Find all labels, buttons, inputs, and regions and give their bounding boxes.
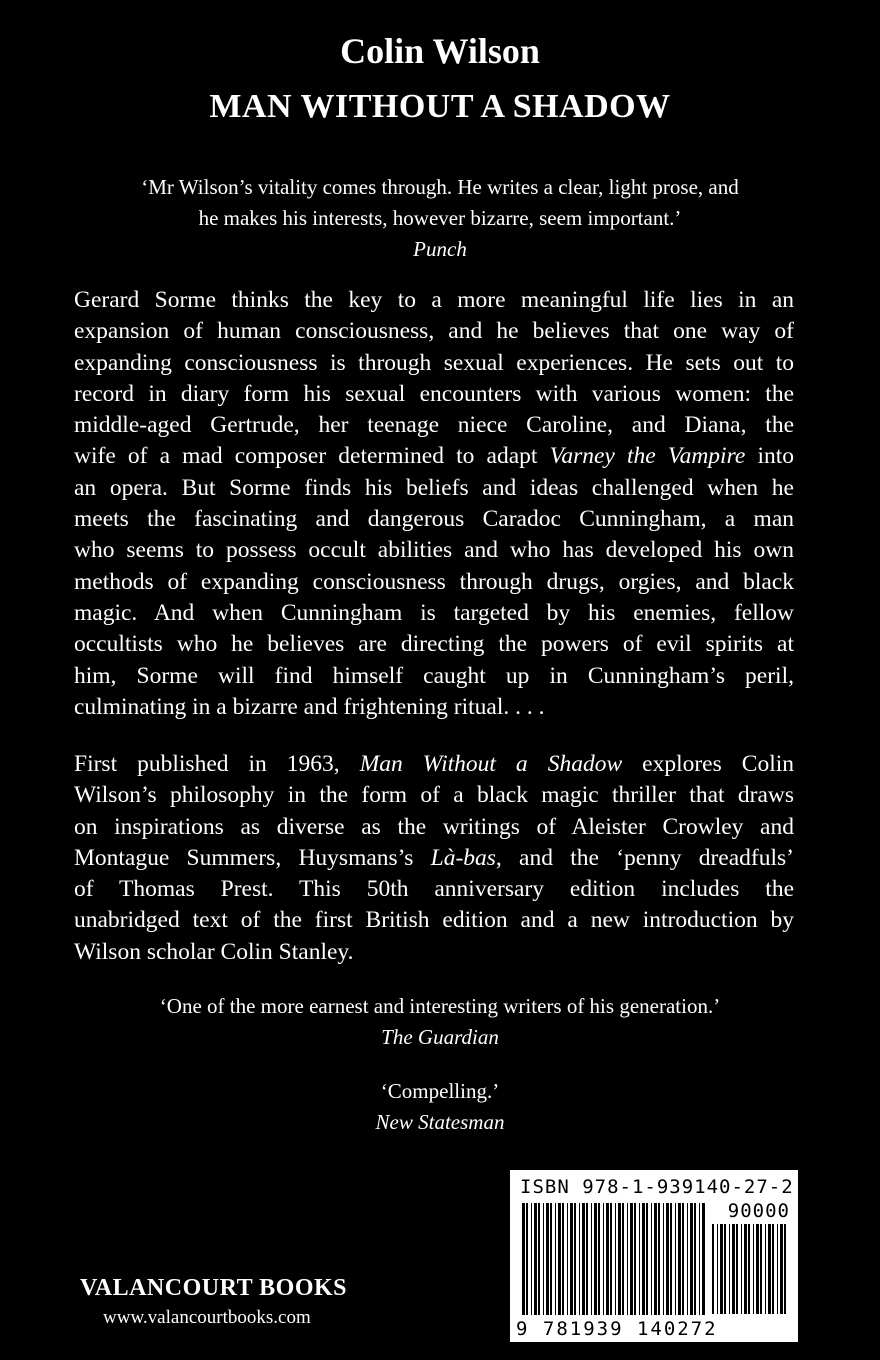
barcode-bar xyxy=(622,1203,624,1315)
barcode-bar xyxy=(546,1203,549,1315)
barcode-bar xyxy=(579,1203,580,1315)
barcode-bar xyxy=(610,1203,612,1315)
paragraph-line: him, Sorme will find himself caught up in Cunningham’s peril, xyxy=(74,662,794,689)
review-quote-guardian xyxy=(0,991,880,1053)
italic-title: Varney the Vampire xyxy=(549,443,746,470)
barcode-bar xyxy=(646,1203,648,1315)
isbn-label: ISBN 978-1-939140-27-2 xyxy=(520,1176,794,1198)
barcode-bar xyxy=(654,1203,657,1315)
author-name: Colin Wilson xyxy=(340,31,540,71)
price-code: 90000 xyxy=(727,1200,790,1222)
paragraph-line: on inspirations as diverse as the writings of Aleister Crowley and xyxy=(74,813,794,840)
paragraph-line: an opera. But Sorme finds his beliefs and ideas challenged when he xyxy=(74,474,794,501)
barcode-bar xyxy=(543,1203,544,1315)
barcode-bar xyxy=(555,1203,556,1315)
barcode-bar xyxy=(586,1203,588,1315)
quote-line: he makes his interests, however bizarre, seem important.’ xyxy=(198,206,682,230)
barcode-bar xyxy=(772,1224,774,1314)
publisher-name: VALANCOURT BOOKS xyxy=(80,1275,347,1301)
barcode-bar xyxy=(634,1203,636,1315)
quote-source: The Guardian xyxy=(381,1025,499,1049)
barcode-bar xyxy=(598,1203,600,1315)
barcode-bar xyxy=(687,1203,688,1315)
barcode-bar xyxy=(663,1203,664,1315)
barcode-bar xyxy=(627,1203,628,1315)
barcode-bar xyxy=(582,1203,585,1315)
description-paragraph-2 xyxy=(74,749,794,968)
quote-line: ‘One of the more earnest and interesting writers of his generation.’ xyxy=(159,994,721,1018)
book-title: MAN WITHOUT A SHADOW xyxy=(209,88,671,125)
barcode-bar xyxy=(574,1203,576,1315)
barcode-bar xyxy=(760,1224,762,1314)
barcode-bar xyxy=(712,1224,714,1314)
italic-title: Man Without a Shadow xyxy=(359,751,623,777)
barcode-bar xyxy=(784,1224,786,1314)
quote-source: New Statesman xyxy=(375,1110,505,1134)
paragraph-line: methods of expanding consciousness through drugs, orgies, and black xyxy=(74,568,794,595)
barcode-bar xyxy=(768,1224,771,1314)
paragraph-line: occultists who he believes are directing the powers of evil spirits at xyxy=(74,631,794,658)
paragraph-line: expansion of human consciousness, and he believes that one way of xyxy=(74,318,794,345)
description-paragraph-1 xyxy=(74,285,794,723)
publisher-website: www.valancourtbooks.com xyxy=(103,1307,311,1328)
paragraph-line: Wilson’s philosophy in the form of a black magic thriller that draws xyxy=(74,782,794,809)
barcode-bar xyxy=(756,1224,759,1314)
barcode-bar xyxy=(591,1203,592,1315)
barcode-bar xyxy=(615,1203,616,1315)
barcode-bar xyxy=(748,1224,750,1314)
barcode-bar xyxy=(550,1203,552,1315)
ean-digits: 9 781939 140272 xyxy=(516,1318,718,1340)
barcode-bar xyxy=(538,1203,540,1315)
barcode-bar xyxy=(651,1203,652,1315)
paragraph-line: middle-aged Gertrude, her teenage niece Caroline, and Diana, the xyxy=(74,412,794,439)
paragraph-line: unabridged text of the first British edition and a new introduction by xyxy=(74,907,794,934)
barcode-bar xyxy=(720,1224,723,1314)
ean-barcode-bars xyxy=(522,1203,708,1315)
barcode-bar xyxy=(618,1203,621,1315)
barcode-bar xyxy=(670,1203,672,1315)
paragraph-line: meets the fascinating and dangerous Caradoc Cunningham, a man xyxy=(74,506,794,533)
barcode-bar xyxy=(666,1203,669,1315)
barcode-bar xyxy=(717,1224,718,1314)
barcode-bar xyxy=(606,1203,609,1315)
barcode-bar xyxy=(777,1224,778,1314)
paragraph-line: culminating in a bizarre and frightening ritual. . . . xyxy=(74,693,545,720)
paragraph-line: Wilson scholar Colin Stanley. xyxy=(74,938,354,965)
barcode-bar xyxy=(522,1203,525,1315)
barcode-bar xyxy=(526,1203,528,1315)
barcode-bar xyxy=(694,1203,696,1315)
barcode-bar xyxy=(675,1203,676,1315)
paragraph-line: Gerard Sorme thinks the key to a more meaningful life lies in an xyxy=(74,287,794,313)
quote-line: ‘Mr Wilson’s vitality comes through. He writes a clear, light prose, and xyxy=(141,175,739,199)
barcode-bar xyxy=(682,1203,684,1315)
barcode-bar xyxy=(558,1203,561,1315)
barcode-bar xyxy=(744,1224,747,1314)
barcode-bar xyxy=(724,1224,726,1314)
barcode-bar xyxy=(567,1203,568,1315)
barcode-bar xyxy=(570,1203,573,1315)
barcode-bar xyxy=(678,1203,681,1315)
barcode-bar xyxy=(603,1203,604,1315)
barcode-bar xyxy=(531,1203,532,1315)
barcode-bar xyxy=(642,1203,645,1315)
barcode-bar xyxy=(765,1224,766,1314)
isbn-barcode xyxy=(510,1170,798,1342)
paragraph-line: Montague Summers, Huysmans’s Là-bas, and the ‘penny dreadfuls’ xyxy=(74,844,794,871)
paragraph-line: of Thomas Prest. This 50th anniversary edition includes the xyxy=(74,876,794,903)
review-quote-new-statesman xyxy=(0,1076,880,1138)
paragraph-line: magic. And when Cunningham is targeted by his enemies, fellow xyxy=(74,599,794,626)
barcode-bar xyxy=(780,1224,783,1314)
barcode-bar xyxy=(594,1203,597,1315)
barcode-bar xyxy=(630,1203,633,1315)
barcode-bar xyxy=(534,1203,537,1315)
barcode-bar xyxy=(639,1203,640,1315)
barcode-bar xyxy=(658,1203,660,1315)
paragraph-line: First published in 1963, Man Without a Shadow explores Colin xyxy=(74,751,794,777)
paragraph-line: who seems to possess occult abilities and who has developed his own xyxy=(74,537,794,564)
barcode-bar xyxy=(729,1224,730,1314)
barcode-bar xyxy=(702,1203,705,1315)
quote-source: Punch xyxy=(413,237,467,261)
price-barcode-bars xyxy=(712,1224,790,1314)
barcode-bar xyxy=(741,1224,742,1314)
paragraph-line: expanding consciousness is through sexual experiences. He sets out to xyxy=(74,349,794,376)
paragraph-line: record in diary form his sexual encounters with various women: the xyxy=(74,380,794,407)
barcode-bar xyxy=(699,1203,700,1315)
paragraph-line: wife of a mad composer determined to adapt Varney the Vampire into xyxy=(74,443,794,470)
barcode-bar xyxy=(690,1203,693,1315)
barcode-bar xyxy=(732,1224,735,1314)
barcode-bar xyxy=(753,1224,754,1314)
review-quote-punch xyxy=(0,172,880,265)
quote-line: ‘Compelling.’ xyxy=(380,1079,500,1103)
barcode-bar xyxy=(562,1203,564,1315)
italic-title: Là-bas xyxy=(430,844,496,871)
barcode-bar xyxy=(736,1224,738,1314)
